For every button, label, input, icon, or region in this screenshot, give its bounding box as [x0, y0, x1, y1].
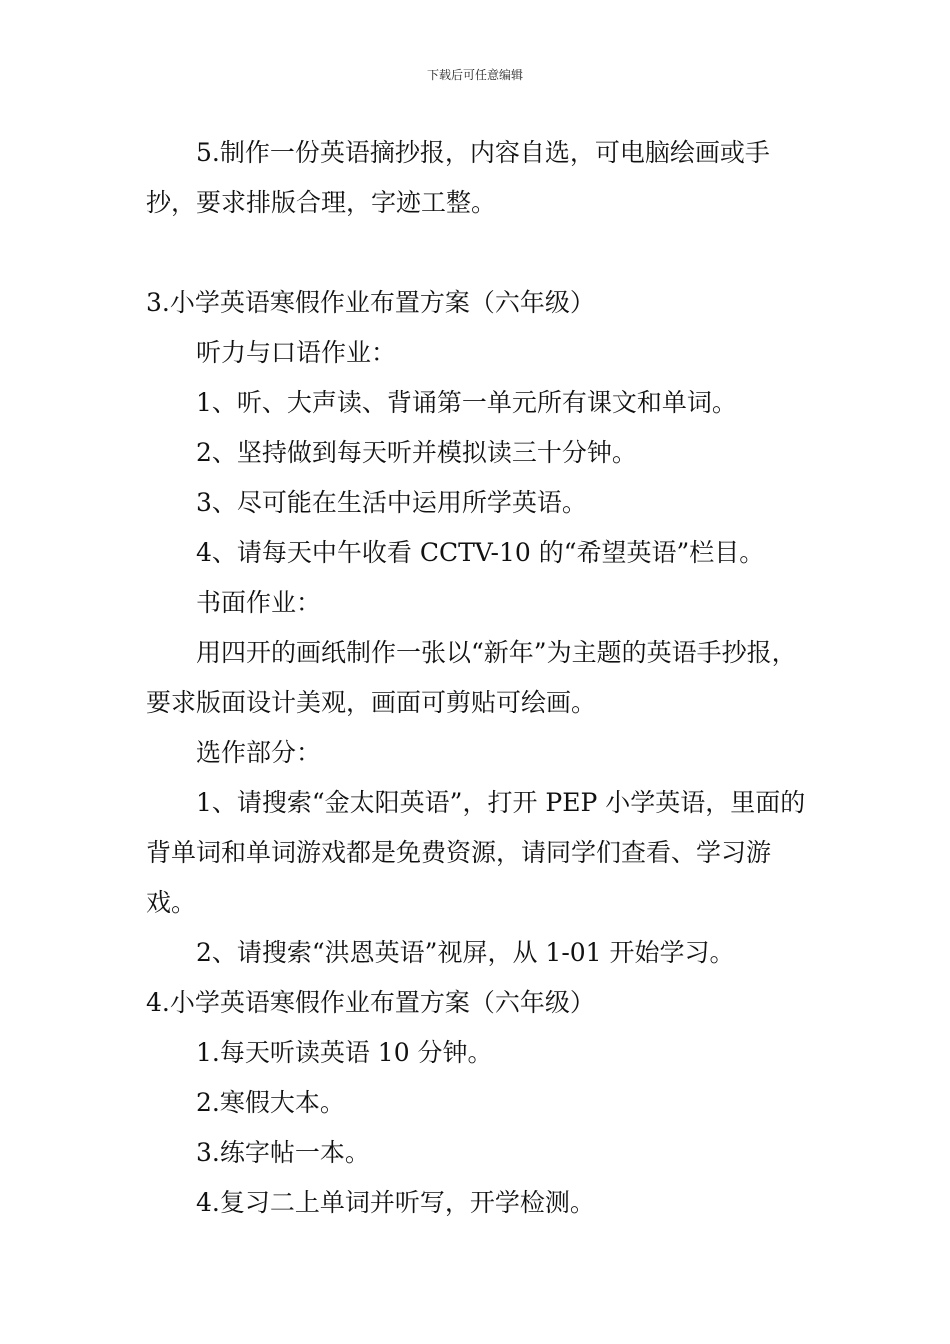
- subsection-heading: 书面作业：: [196, 588, 322, 617]
- paragraph: 用四开的画纸制作一张以“新年”为主题的英语手抄报，要求版面设计美观，画面可剪贴可绘画。: [146, 638, 797, 717]
- subsection-heading: 选作部分：: [196, 738, 322, 767]
- list-item: 4.复习二上单词并听写，开学检测。: [196, 1188, 595, 1217]
- list-item: 2.寒假大本。: [196, 1088, 345, 1117]
- section-heading: 3.小学英语寒假作业布置方案（六年级）: [146, 288, 595, 317]
- page-header: 下载后可任意编辑: [426, 68, 523, 82]
- list-item: 4、请每天中午收看 CCTV-10 的“希望英语”栏目。: [196, 538, 765, 567]
- subsection-heading: 听力与口语作业：: [196, 338, 397, 367]
- list-item: 2、坚持做到每天听并模拟读三十分钟。: [196, 438, 637, 467]
- list-item: 1、听、大声读、背诵第一单元所有课文和单词。: [196, 388, 737, 417]
- list-item: 3.练字帖一本。: [196, 1138, 370, 1167]
- list-item: 1、请搜索“金太阳英语”，打开 PEP 小学英语，里面的背单词和单词游戏都是免费资源，请同学们查看、学习游戏。: [146, 788, 806, 917]
- paragraph: 5.制作一份英语摘抄报，内容自选，可电脑绘画或手抄，要求排版合理，字迹工整。: [146, 138, 770, 217]
- paragraph-gap: [146, 228, 810, 278]
- section-heading: 4.小学英语寒假作业布置方案（六年级）: [146, 988, 595, 1017]
- list-item: 3、尽可能在生活中运用所学英语。: [196, 488, 587, 517]
- list-item: 1.每天听读英语 10 分钟。: [196, 1038, 493, 1067]
- document-body: [146, 128, 810, 1228]
- list-item: 2、请搜索“洪恩英语”视屏，从 1-01 开始学习。: [196, 938, 735, 967]
